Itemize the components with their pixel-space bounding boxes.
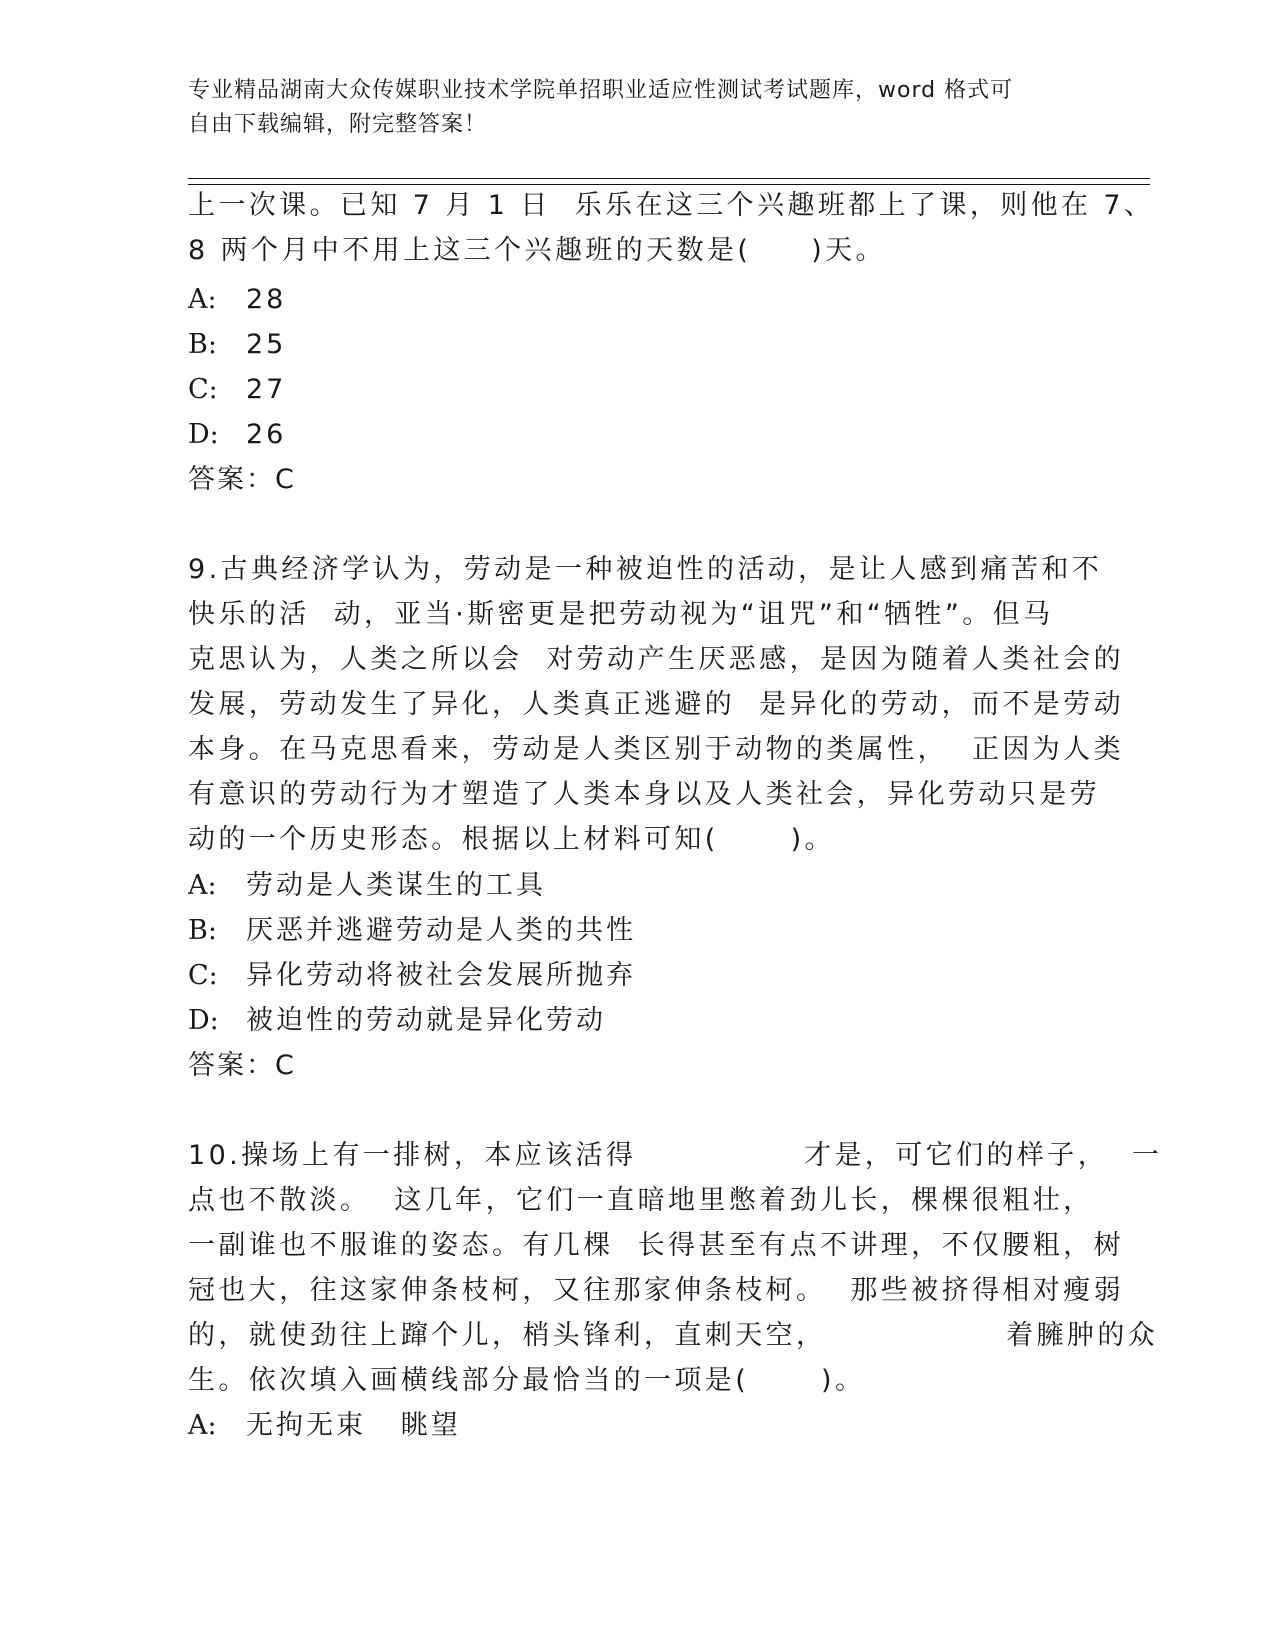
document-header [188, 74, 1068, 142]
question-8-option-c [188, 372, 286, 408]
question-9-text-line: 9.古典经济学认为，劳动是一种被迫性的活动，是让人感到痛苦和不 [188, 554, 1103, 585]
question-8-option-d [188, 417, 286, 453]
option-letter: B: [188, 329, 217, 360]
question-10-text-line: 点也不散淡。 这几年，它们一直暗地里憋着劲儿长，棵棵很粗壮， [188, 1185, 1094, 1216]
option-text: 28 [246, 284, 287, 315]
question-8-option-a [188, 282, 286, 318]
option-letter: D: [188, 1005, 219, 1036]
option-letter: C: [188, 960, 218, 991]
option-text: 异化劳动将被社会发展所抛弃 [246, 960, 636, 991]
question-10-option-a [188, 1408, 461, 1444]
header-title-line-2: 自由下载编辑，附完整答案！ [188, 112, 488, 137]
question-9-option-a [188, 868, 546, 904]
option-text: 25 [246, 329, 287, 360]
question-9-text-line: 有意识的劳动行为才塑造了人类本身以及人类社会，异化劳动只是劳 [188, 779, 1100, 810]
header-divider-top [188, 178, 1150, 179]
question-8-text-line: 上一次课。已知 7 月 1 日 乐乐在这三个兴趣班都上了课，则他在 7、 [188, 190, 1155, 221]
header-divider-bottom [188, 184, 1150, 185]
option-text: 厌恶并逃避劳动是人类的共性 [246, 915, 636, 946]
option-letter: C: [188, 374, 218, 405]
question-9-text-line: 快乐的活 动，亚当·斯密更是把劳动视为“诅咒”和“牺牲”。但马 [188, 599, 1054, 630]
question-9-option-c [188, 958, 636, 994]
question-10-text-line: 的，就使劲往上蹿个儿，梢头锋利，直刺天空， 着臃肿的众 [188, 1320, 1159, 1351]
option-text: 劳动是人类谋生的工具 [246, 870, 546, 901]
question-9-text-line: 本身。在马克思看来，劳动是人类区别于动物的类属性， 正因为人类 [188, 734, 1124, 765]
option-text: 26 [246, 419, 287, 450]
question-10-text-line: 冠也大，往这家伸条枝柯，又往那家伸条枝柯。 那些被挤得相对瘦弱 [188, 1275, 1124, 1306]
option-letter: B: [188, 915, 217, 946]
question-9-option-b [188, 913, 636, 949]
option-letter: D: [188, 419, 219, 450]
question-9-text-line: 动的一个历史形态。根据以上材料可知( )。 [188, 824, 835, 855]
option-letter: A: [188, 1410, 217, 1441]
question-9-answer: 答案：C [188, 1050, 296, 1081]
question-10-text-line: 10.操场上有一排树，本应该活得 才是，可它们的样子， 一 [188, 1140, 1163, 1171]
question-8-option-b [188, 327, 286, 363]
question-10-text-line: 一副谁也不服谁的姿态。有几棵 长得甚至有点不讲理，不仅腰粗，树 [188, 1230, 1124, 1261]
option-letter: A: [188, 870, 217, 901]
option-text: 被迫性的劳动就是异化劳动 [246, 1005, 606, 1036]
option-letter: A: [188, 284, 217, 315]
option-text: 无拘无束 眺望 [246, 1410, 461, 1441]
question-9-text-line: 克思认为，人类之所以会 对劳动产生厌恶感，是因为随着人类社会的 [188, 644, 1124, 675]
question-10-text-line: 生。依次填入画横线部分最恰当的一项是( )。 [188, 1365, 866, 1396]
question-8-text-line: 8 两个月中不用上这三个兴趣班的天数是( )天。 [188, 235, 886, 266]
question-9-option-d [188, 1003, 606, 1039]
header-title-line-1: 专业精品湖南大众传媒职业技术学院单招职业适应性测试考试题库，word 格式可 [188, 78, 1014, 103]
question-8-answer: 答案：C [188, 464, 296, 495]
question-9-text-line: 发展，劳动发生了异化，人类真正逃避的 是异化的劳动，而不是劳动 [188, 689, 1124, 720]
option-text: 27 [246, 374, 287, 405]
